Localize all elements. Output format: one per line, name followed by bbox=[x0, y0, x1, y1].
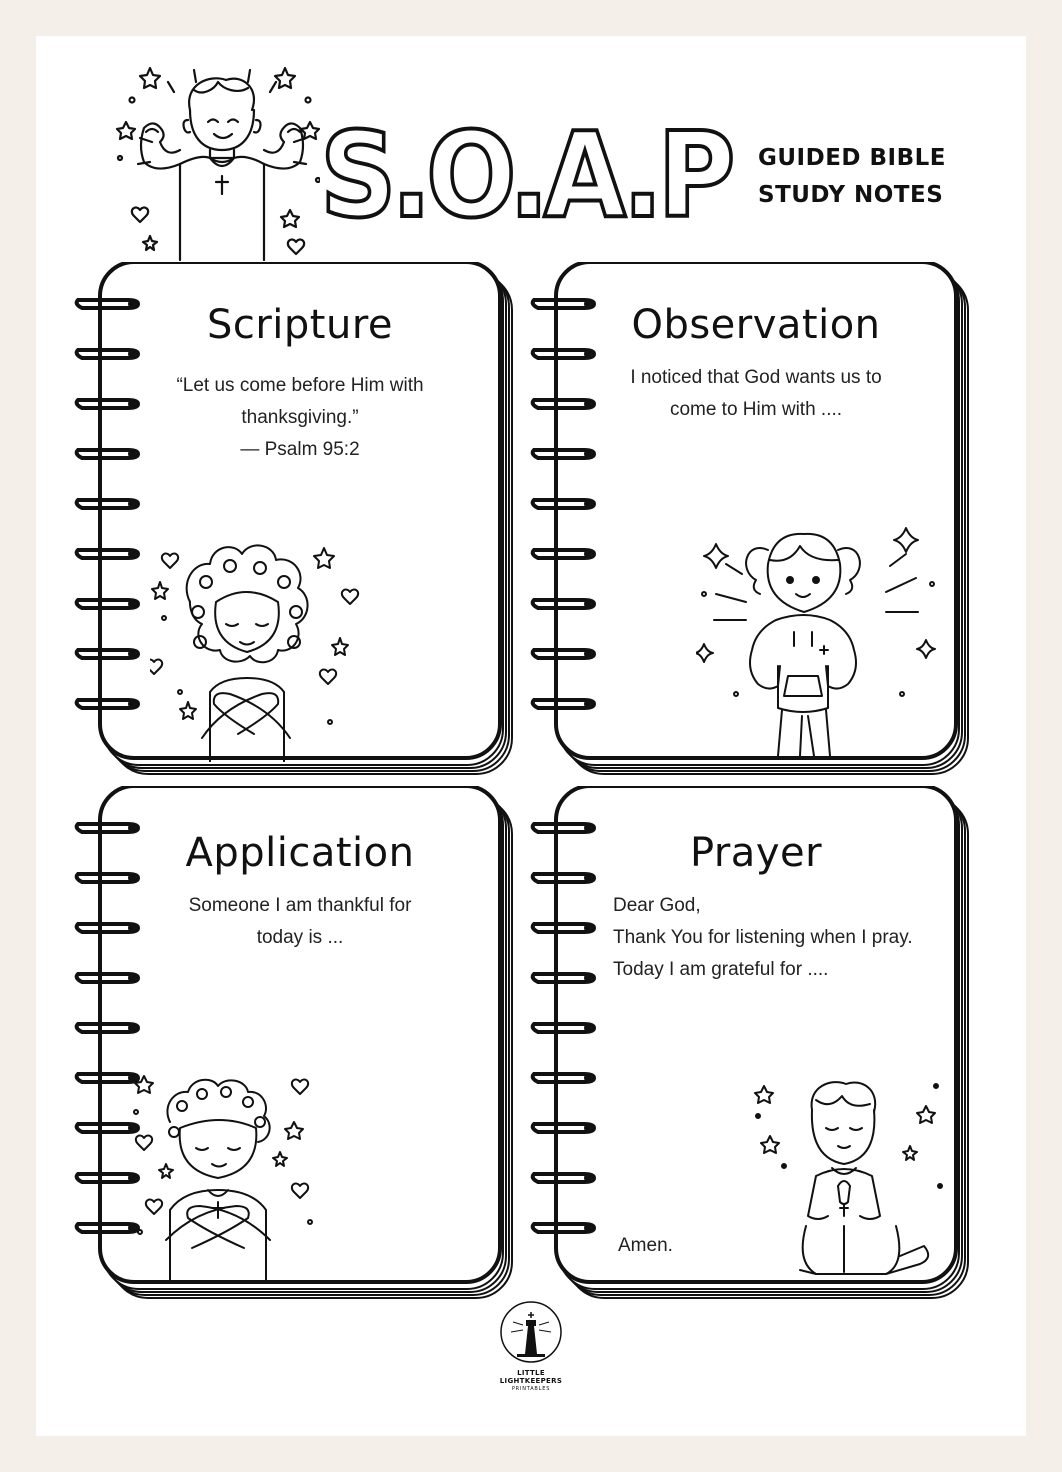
subtitle-line-1: GUIDED BIBLE bbox=[758, 145, 947, 171]
scripture-quote-line-1: “Let us come before Him with bbox=[176, 375, 424, 396]
soap-title-text: S.O.A.P bbox=[320, 112, 732, 232]
boy-praying-illustration bbox=[750, 1076, 946, 1282]
scripture-quote bbox=[130, 370, 470, 466]
prayer-line-3: Today I am grateful for .... bbox=[613, 959, 829, 980]
logo-line-1: LITTLE bbox=[517, 1369, 545, 1377]
notebook-scripture bbox=[70, 262, 540, 782]
soap-title bbox=[320, 112, 740, 232]
application-line-1: Someone I am thankful for bbox=[188, 895, 412, 916]
application-line-2: today is ... bbox=[256, 927, 344, 948]
lighthouse-logo-icon bbox=[499, 1300, 563, 1364]
prayer-line-1: Dear God, bbox=[613, 895, 701, 916]
observation-title: Observation bbox=[631, 302, 881, 348]
boy-hugging-illustration bbox=[130, 1072, 320, 1282]
prayer-title: Prayer bbox=[689, 830, 823, 876]
observation-line-2: come to Him with .... bbox=[669, 399, 843, 420]
notebook-observation bbox=[526, 262, 996, 782]
prayer-text bbox=[613, 890, 953, 986]
application-prompt bbox=[130, 890, 470, 954]
subtitle-line-2: STUDY NOTES bbox=[758, 182, 944, 208]
scripture-reference: — Psalm 95:2 bbox=[240, 439, 360, 460]
prayer-closing: Amen. bbox=[618, 1235, 673, 1256]
scripture-title: Scripture bbox=[206, 302, 394, 348]
logo-line-2: LIGHTKEEPERS bbox=[499, 1377, 563, 1385]
logo-line-3: PRINTABLES bbox=[511, 1386, 551, 1392]
subtitle bbox=[758, 140, 946, 214]
prayer-line-2: Thank You for listening when I pray. bbox=[613, 927, 913, 948]
application-title: Application bbox=[185, 830, 415, 876]
scripture-quote-line-2: thanksgiving.” bbox=[241, 407, 359, 428]
notebook-application bbox=[70, 786, 540, 1306]
girl-hugging-illustration bbox=[150, 542, 370, 762]
observation-prompt bbox=[586, 362, 926, 426]
observation-line-1: I noticed that God wants us to bbox=[630, 367, 882, 388]
notebook-prayer bbox=[526, 786, 996, 1306]
girl-hands-on-hips-illustration bbox=[696, 524, 936, 756]
little-lightkeepers-logo bbox=[498, 1300, 564, 1392]
boy-flexing-illustration bbox=[110, 60, 320, 265]
